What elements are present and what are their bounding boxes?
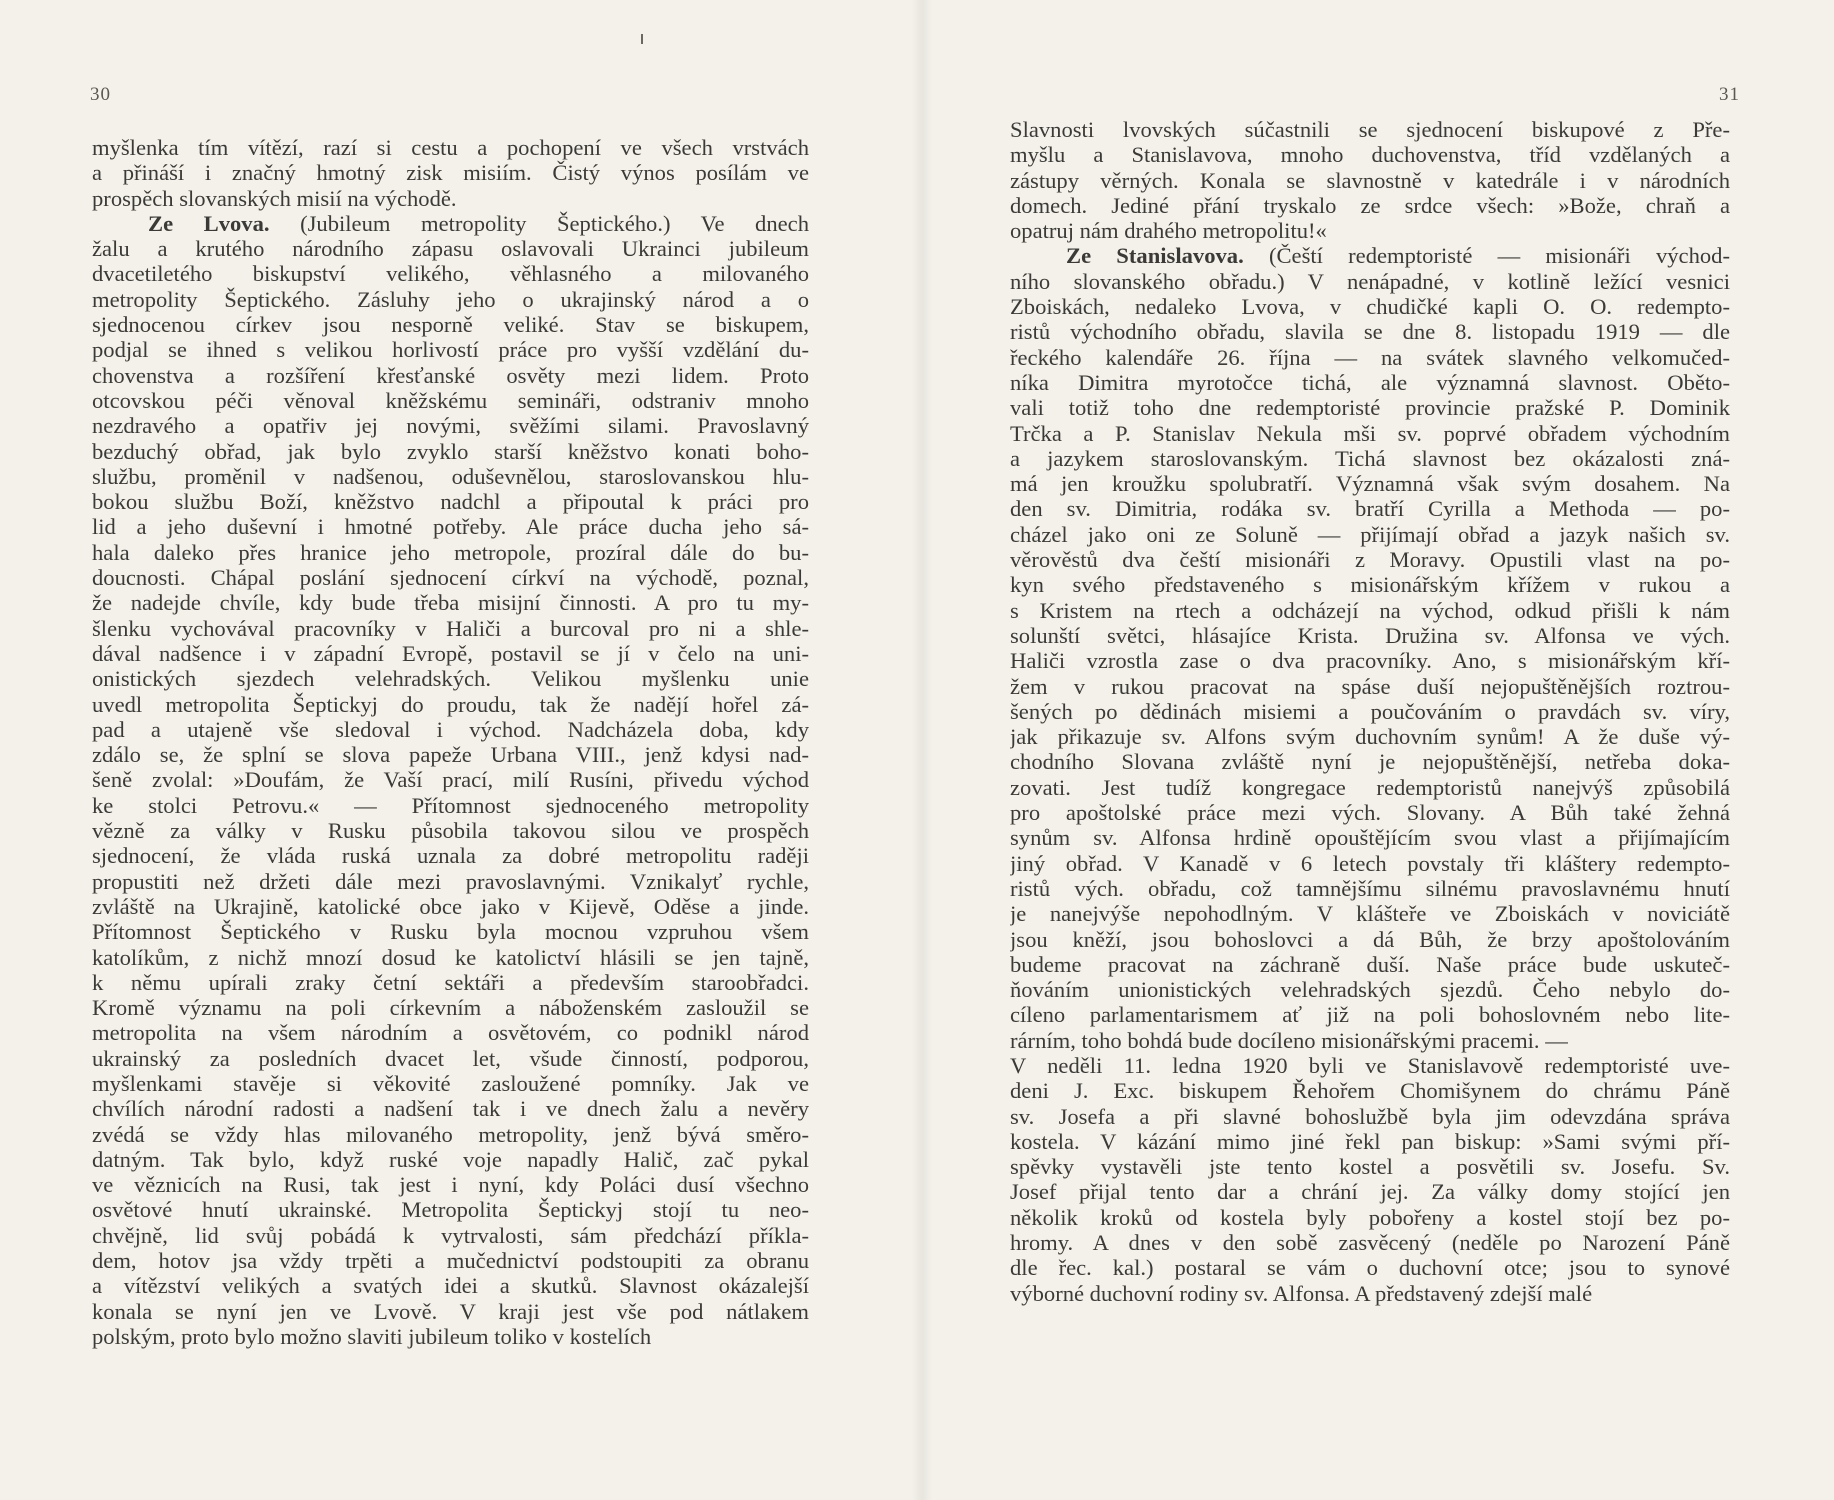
text-line: prospěch slovanských misií na východě. <box>92 185 457 211</box>
page-text <box>92 135 809 1349</box>
text-line: V neděli 11. ledna 1920 byli ve Stanislavově redemptoristé uve- <box>1010 1052 1730 1078</box>
text-line: hromy. A dnes v den sobě zasvěcený (neděle po Narození Páně <box>1010 1230 1730 1256</box>
text-line: dem, hotov jsa vždy trpěti a mučednictví podstoupiti za obranu <box>92 1248 809 1274</box>
page-number: 31 <box>1719 84 1740 105</box>
text-line: chvílích národní radosti a nadšení tak i ve dnech žalu a nevěry <box>92 1096 809 1122</box>
text-line: bokou službu Boží, kněžstvo nadchl a připoutal k práci pro <box>92 489 809 515</box>
text-line: den sv. Dimitria, rodáka sv. bratří Cyrilla a Methoda — po- <box>1010 496 1730 522</box>
text-line: Přítomnost Šeptického v Rusku byla mocnou vzpruhou všem <box>92 919 809 945</box>
text-line: pro apoštolské práce mezi vých. Slovany. A Bůh také žehná <box>1010 800 1730 826</box>
text-line: nezdravého a opatřiv jej novými, svěžími silami. Pravoslavný <box>92 413 809 439</box>
text-line: budeme pracovat na záchraně duší. Naše práce bude uskuteč- <box>1010 951 1730 977</box>
text-line: myšlenka tím vítězí, razí si cestu a pochopení ve všech vrstvách <box>92 135 809 160</box>
text-line: níka Dimitra myrotočce tichá, ale významná slavnost. Oběto- <box>1010 369 1730 395</box>
text-line: cházel jako oni ze Soluně — přijímají obřad a jazyk našich sv. <box>1010 521 1730 547</box>
text-line: žalu a krutého národního zápasu oslavovali Ukrainci jubileum <box>92 236 809 262</box>
text-line: ukrainský za posledních dvacet let, všude činností, podporou, <box>92 1045 809 1071</box>
text-line: ristů vých. obřadu, což tamnějšímu silnému pravoslavnému hnutí <box>1010 875 1730 901</box>
text-line: uvedl metropolita Šeptickyj do proudu, tak že nadějí hořel zá- <box>92 691 809 717</box>
text-line: polským, proto bylo možno slaviti jubileum toliko v kostelích <box>92 1323 652 1349</box>
text-line: službu, proměnil v nadšenou, oduševnělou, staroslovanskou hlu- <box>92 463 809 489</box>
text-line: kyn svého představeného s misionářským křížem v rukou a <box>1010 572 1730 598</box>
text-line: deni J. Exc. biskupem Řehořem Chomišynem do chrámu Páně <box>1010 1078 1730 1104</box>
text-line: jiný obřad. V Kanadě v 6 letech povstaly tři kláštery redempto- <box>1010 850 1730 876</box>
text-line: a vítězství velikých a svatých idei a skutků. Slavnost okázalejší <box>92 1273 809 1299</box>
text-line: zvláště na Ukrajině, katolické obce jako v Kijevě, Oděse a jinde. <box>92 893 809 919</box>
text-line: že nadejde chvíle, kdy bude třeba misijní činnosti. A pro tu my- <box>92 590 809 616</box>
text-line: jsou kněží, jsou bohoslovci a dá Bůh, že brzy apoštolováním <box>1010 926 1730 952</box>
text-line: zvédá se vždy hlas milovaného metropolity, jenž bývá směro- <box>92 1121 809 1147</box>
text-line: vali totiž toho dne redemptoristé provincie pražské P. Dominik <box>1010 395 1730 421</box>
text-line: synům sv. Alfonsa hrdině opouštějícím svou vlast a přijímajícím <box>1010 825 1730 851</box>
text-line: je nanejvýše nepohodlným. V klášteře ve Zboiskách v noviciátě <box>1010 901 1730 927</box>
text-line: dle řec. kal.) postaral se vám o duchovní otce; jsou to synové <box>1010 1255 1730 1281</box>
text-line: a jazykem staroslovanským. Tichá slavnost bez okázalosti zná- <box>1010 445 1730 471</box>
text-line: vězně za války v Rusku působila takovou silou ve prospěch <box>92 818 809 844</box>
text-line: myšlu a Stanislavova, mnoho duchovenstva, tříd vzdělaných a <box>1010 142 1730 168</box>
text-line: chovenstva a rozšíření křesťanské osvěty mezi lidem. Proto <box>92 362 809 388</box>
text-line: domech. Jediné přání tryskalo ze srdce všech: »Bože, chraň a <box>1010 192 1730 218</box>
text-line: šených po dědinách misiemi a poučováním o pravdách sv. víry, <box>1010 698 1730 724</box>
text-line: dvacetiletého biskupství velikého, věhlasného a milovaného <box>92 261 809 287</box>
text-line: žem v rukou pracovat na spáse duší nejopuštěnějších roztrou- <box>1010 673 1730 699</box>
text-line: Ze Stanislavova. (Čeští redemptoristé — misionáři východ- <box>1066 243 1730 269</box>
text-line: onistických sjezdech velehradských. Velikou myšlenku unie <box>92 666 809 692</box>
text-line: metropolita na všem národním a osvětovém, co podnikl národ <box>92 1020 809 1046</box>
text-line: Josef přijal tento dar a chrání jej. Za války domy stojící jen <box>1010 1179 1730 1205</box>
text-line: dával nadšence i v západní Evropě, postavil se jí v čelo na uni- <box>92 640 809 666</box>
text-line: zovati. Jest tudíž kongregace redemptoristů nanejvýš způsobilá <box>1010 774 1730 800</box>
text-line: zdálo se, že splní se slova papeže Urbana VIII., jenž kdysi nad- <box>92 742 809 768</box>
text-line: má jen kroužku spolubratří. Významná však svým dosahem. Na <box>1010 471 1730 497</box>
text-line: sv. Josefa a při slavné bohoslužbě byla jim odevzdána správa <box>1010 1103 1730 1129</box>
text-line: datným. Tak bylo, když ruské voje napadly Halič, zač pykal <box>92 1146 809 1172</box>
text-line: osvětové hnutí ukrainské. Metropolita Šeptickyj stojí tu neo- <box>92 1197 809 1223</box>
text-line: věrověstů dva čeští misionáři z Moravy. Opustili vlast na po- <box>1010 547 1730 573</box>
text-line: několik kroků od kostela byly pobořeny a kostel stojí bez po- <box>1010 1204 1730 1230</box>
text-line: výborné duchovní rodiny sv. Alfonsa. A představený zdejší malé <box>1010 1280 1593 1306</box>
text-line: kostela. V kázání mimo jiné řekl pan biskup: »Sami svými pří- <box>1010 1128 1730 1154</box>
text-line: sjednocenou církev jsou nesporně veliké. Stav se biskupem, <box>92 312 809 338</box>
section-heading: Ze Lvova. <box>148 210 270 236</box>
text-line: chvějně, lid svůj pobádá k vytrvalosti, sám předchází příkla- <box>92 1222 809 1248</box>
text-line: Slavnosti lvovských súčastnili se sjednocení biskupové z Pře- <box>1010 117 1730 142</box>
page-number: 30 <box>90 84 111 105</box>
text-line: konala se nyní jen ve Lvově. V kraji jest vše pod nátlakem <box>92 1298 809 1324</box>
text-line: doucnosti. Chápal poslání sjednocení církví na východě, poznal, <box>92 565 809 591</box>
text-line: ního slovanského obřadu.) V nenápadné, v kotlině ležící vesnici <box>1010 268 1730 294</box>
text-line: šlenku vychovával pracovníky v Haliči a burcoval pro ni a shle- <box>92 615 809 641</box>
text-line: zástupy věrných. Konala se slavnostně v katedrále i v národních <box>1010 167 1730 193</box>
text-line: jak přikazuje sv. Alfons svým duchovním synům! A že duše vý- <box>1010 724 1730 750</box>
text-line: ve věznicích na Rusi, tak jest i nyní, kdy Poláci dusí všechno <box>92 1172 809 1198</box>
text-line: pad a utajeně vše sledoval i východ. Nadcházela doba, kdy <box>92 716 809 742</box>
text-line: otcovskou péči věnoval kněžskému semináři, odstraniv mnoho <box>92 387 809 413</box>
text-line: ristů východního obřadu, slavila se dne 8. listopadu 1919 — dle <box>1010 319 1730 345</box>
text-line: ke stolci Petrovu.« — Přítomnost sjednoceného metropolity <box>92 792 809 818</box>
text-line: k němu upírali zraky četní sektáři a především staroobřadci. <box>92 969 809 995</box>
text-line: chodního Slovana zvláště nyní je nejopuštěnější, netřeba doka- <box>1010 749 1730 775</box>
text-line: rárním, toho bohdá bude docíleno misionářskými pracemi. — <box>1010 1027 1568 1053</box>
text-line: ňováním unionistických velehradských sjezdů. Čeho nebylo do- <box>1010 977 1730 1003</box>
text-line: s Kristem na rtech a odcházejí na východ, odkud přišli k nám <box>1010 597 1730 623</box>
text-line: a přináší i značný hmotný zisk misiím. Čistý výnos posílám ve <box>92 160 809 186</box>
text-line: Zboiskách, nedaleko Lvova, v chudičké kapli O. O. redempto- <box>1010 294 1730 320</box>
text-line: cíleno parlamentarismem ať již na poli bohoslovném nebo lite- <box>1010 1002 1730 1028</box>
right-page <box>917 0 1834 1500</box>
text-line: opatruj nám drahého metropolitu!« <box>1010 218 1327 244</box>
text-line: podjal se ihned s velikou horlivostí práce pro vyšší vzdělání du- <box>92 337 809 363</box>
page-text <box>1010 117 1730 1306</box>
text-line: katolíkům, z nichž mnozí dosud ke katolictví hlásili se jen tajně, <box>92 944 809 970</box>
text-line: sjednocení, že vláda ruská uznala za dobré metropolitu raději <box>92 843 809 869</box>
text-line: myšlenkami stavěje si věkovité zasloužené pomníky. Jak ve <box>92 1070 809 1096</box>
text-line: bezduchý obřad, jak bylo zvyklo starší kněžstvo konati boho- <box>92 438 809 464</box>
text-line: spěvky vystavěli jste tento kostel a posvětili sv. Josefu. Sv. <box>1010 1154 1730 1180</box>
text-line: solunští světci, hlásajíce Krista. Družina sv. Alfonsa ve vých. <box>1010 622 1730 648</box>
text-line: propustiti než držeti dále mezi pravoslavnými. Vznikalyť rychle, <box>92 868 809 894</box>
text-line: Trčka a P. Stanislav Nekula mši sv. poprvé obřadem východním <box>1010 420 1730 446</box>
text-line: Ze Lvova. (Jubileum metropolity Šeptického.) Ve dnech <box>148 210 809 236</box>
text-line: lid a jeho duševní i hmotné potřeby. Ale práce ducha jeho sá- <box>92 514 809 540</box>
text-line: metropolity Šeptického. Zásluhy jeho o ukrajinský národ a o <box>92 286 809 312</box>
text-line: Haliči vzrostla zase o dva pracovníky. Ano, s misionářským kří- <box>1010 648 1730 674</box>
text-line: Kromě významu na poli církevním a náboženském zasloužil se <box>92 995 809 1021</box>
text-line: hala daleko přes hranice jeho metropole, prozíral dále do bu- <box>92 539 809 565</box>
section-heading: Ze Stanislavova. <box>1066 243 1244 269</box>
text-line: řeckého kalendáře 26. října — na svátek slavného velkomučed- <box>1010 344 1730 370</box>
text-line: šeně zvolal: »Doufám, že Vaší prací, milí Rusíni, přivedu východ <box>92 767 809 793</box>
